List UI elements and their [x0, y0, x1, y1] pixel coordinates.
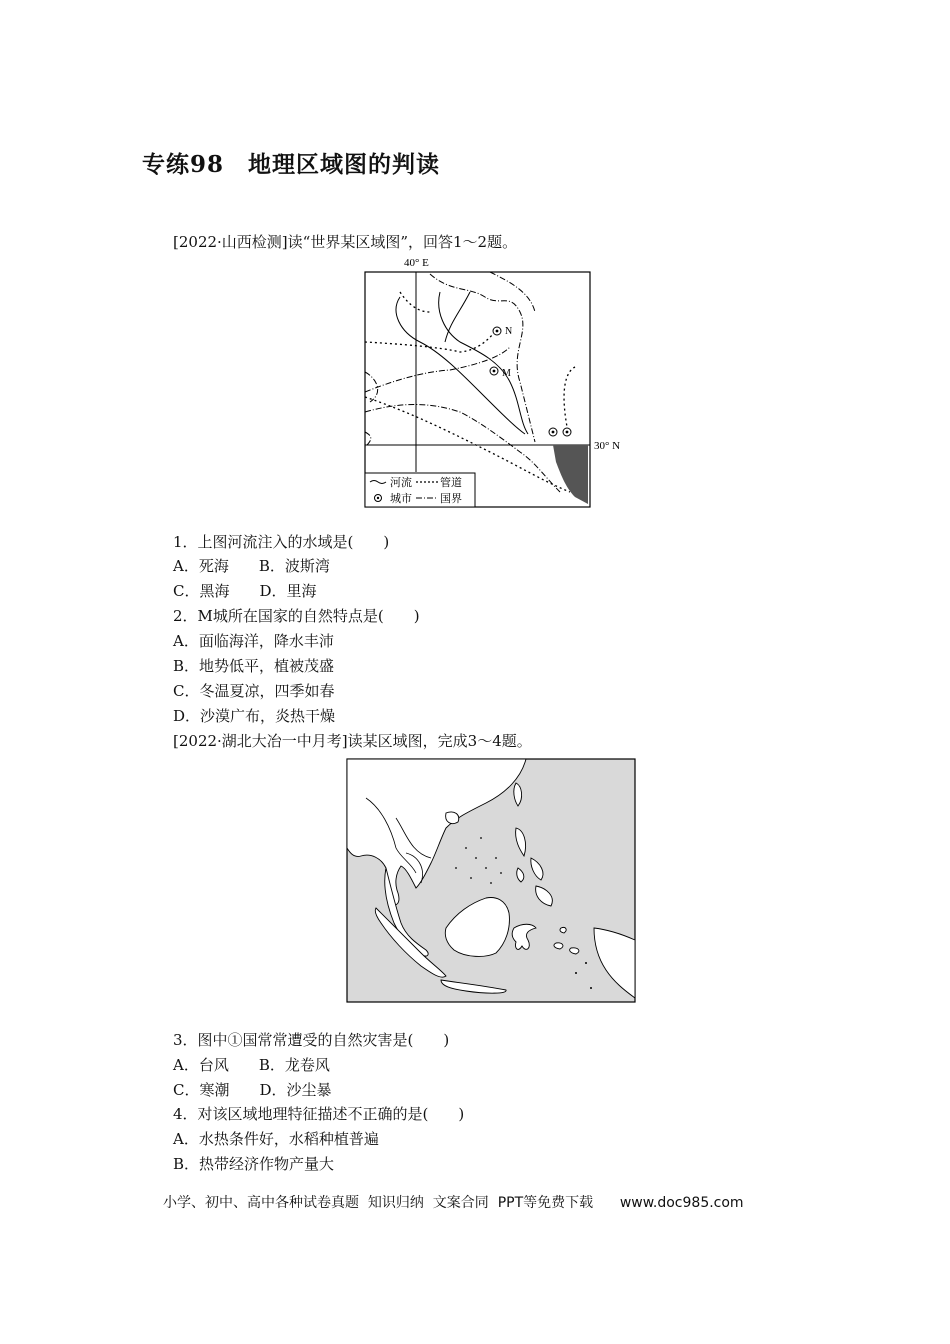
region-map-2 [346, 758, 636, 1003]
q2-option-c: C．冬温夏凉，四季如春 [173, 682, 335, 700]
map1-legend [365, 473, 475, 507]
q2-option-d: D．沙漠广布，炎热干燥 [173, 707, 336, 725]
q3-stem: 3．图中①国常常遭受的自然灾害是( ) [173, 1031, 450, 1049]
footer-ad[interactable]: 小学、初中、高中各种试卷真题 知识归纳 文案合同 PPT等免费下载 www.doc985.com [163, 1195, 744, 1211]
svg-text:M: M [502, 368, 511, 379]
q1-stem: 1．上图河流注入的水域是( ) [173, 533, 390, 551]
q4-option-b: B．热带经济作物产量大 [173, 1155, 335, 1173]
q4-option-a: A．水热条件好，水稻种植普遍 [173, 1130, 379, 1148]
q1-options-ab: A．死海 B．波斯湾 [173, 557, 330, 575]
q2-option-b: B．地势低平，植被茂盛 [173, 657, 335, 675]
q3-options-ab: A．台风 B．龙卷风 [173, 1056, 330, 1074]
legend-city: 城市 [390, 493, 412, 505]
legend-river: 河流 [390, 477, 412, 489]
legend-border: 国界 [440, 493, 462, 505]
svg-text:N: N [505, 326, 513, 337]
region-map-1 [360, 252, 630, 510]
intro-1: [2022·山西检测]读“世界某区域图”，回答1～2题。 [173, 233, 518, 251]
lon-label: 40° E [404, 257, 429, 269]
q4-stem: 4．对该区域地理特征描述不正确的是( ) [173, 1105, 465, 1123]
q3-options-cd: C．寒潮 D．沙尘暴 [173, 1081, 332, 1099]
intro-2: [2022·湖北大冶一中月考]读某区域图，完成3～4题。 [173, 732, 532, 750]
legend-pipeline: 管道 [440, 477, 462, 489]
lat-label: 30° N [594, 440, 621, 452]
q2-stem: 2．M城所在国家的自然特点是( ) [173, 607, 420, 625]
q1-options-cd: C．黑海 D．里海 [173, 582, 317, 600]
q2-option-a: A．面临海洋，降水丰沛 [173, 632, 334, 650]
page-title: 专练98 地理区域图的判读 [142, 151, 441, 178]
